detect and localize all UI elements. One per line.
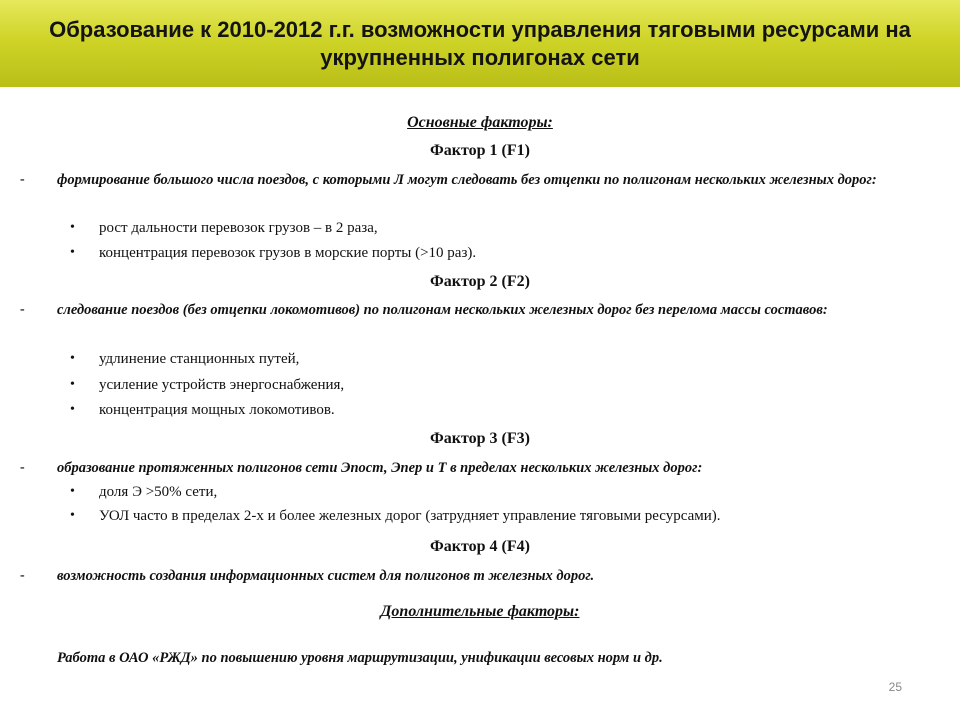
factor-1-description: формирование большого числа поездов, с которыми Л могут следовать без отцепки по полигонам нескольких железных дорог: — [57, 172, 877, 188]
factor-2-item-1: удлинение станционных путей, — [99, 351, 300, 367]
factor-2-title: Фактор 2 (F2) — [430, 273, 530, 290]
bullet-marker: • — [70, 508, 75, 523]
bullet-marker: • — [70, 351, 75, 366]
factor-1-title: Фактор 1 (F1) — [430, 142, 530, 159]
bullet-marker: • — [70, 402, 75, 417]
factor-4-title: Фактор 4 (F4) — [430, 538, 530, 555]
bullet-marker: • — [70, 245, 75, 260]
factor-3-title: Фактор 3 (F3) — [430, 430, 530, 447]
dash-marker: - — [20, 172, 25, 187]
factor-2-description: следование поездов (без отцепки локомотивов) по полигонам нескольких железных дорог без перелома массы составов: — [57, 302, 828, 318]
additional-text: Работа в ОАО «РЖД» по повышению уровня маршрутизации, унификации весовых норм и др. — [57, 650, 663, 666]
factor-1-item-2: концентрация перевозок грузов в морские порты (>10 раз). — [99, 245, 477, 261]
factor-4-description: возможность создания информационных систем для полигонов т железных дорог. — [57, 568, 595, 584]
dash-marker: - — [20, 460, 25, 475]
factor-2-item-2: усиление устройств энергоснабжения, — [99, 377, 345, 393]
page-number: 25 — [888, 680, 902, 694]
bullet-marker: • — [70, 484, 75, 499]
factor-3-item-1: доля Э >50% сети, — [99, 484, 218, 500]
factor-2-item-3: концентрация мощных локомотивов. — [99, 402, 335, 418]
factor-3-description: образование протяженных полигонов сети Эпост, Эпер и Т в пределах нескольких железных дорог: — [57, 460, 703, 476]
main-factors-title: Основные факторы: — [407, 114, 553, 131]
factor-1-item-1: рост дальности перевозок грузов – в 2 раза, — [99, 220, 378, 236]
bullet-marker: • — [70, 220, 75, 235]
additional-factors-title: Дополнительные факторы: — [380, 603, 580, 620]
dash-marker: - — [20, 568, 25, 583]
slide-title: Образование к 2010-2012 г.г. возможности управления тяговыми ресурсами на укрупненных полигонах сети — [49, 16, 911, 70]
dash-marker: - — [20, 302, 25, 317]
bullet-marker: • — [70, 377, 75, 392]
factor-3-item-2: УОЛ часто в пределах 2-х и более железных дорог (затрудняет управление тяговыми ресурсами). — [99, 508, 721, 524]
